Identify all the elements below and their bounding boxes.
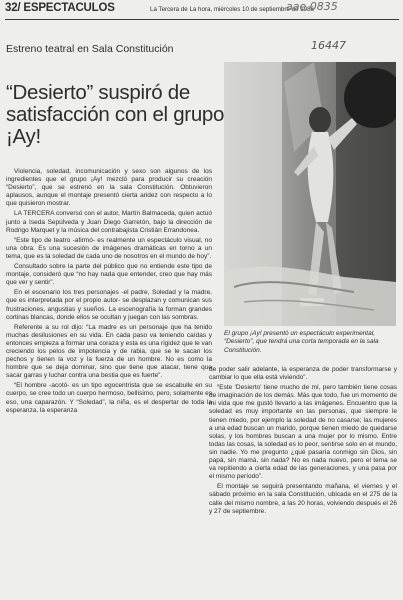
- paragraph: El montaje se seguirá presentando mañana, el viernes y el sábado próximo en la sala Constitución, ubicada en el 275 de la calle del mismo nombre, a las 20 horas, volviendo después el 26 y 27 de septiembre.: [209, 483, 397, 515]
- handwritten-code: aae 0835: [286, 0, 338, 13]
- photo-caption: El grupo ¡Ay! presentó un espectáculo experimental, “Desierto”, que tendrá una corta temporada en la sala Constitución.: [224, 330, 379, 354]
- paragraph: LA TERCERA conversó con el autor, Martín Balmaceda, quien actuó junto a Iseda Sepúlveda y Juan Diego Garretón, bajo la dirección de Rodrigo Marquet y la música del contrabajista Cristián Errandonea.: [6, 210, 212, 234]
- article-column-1: [6, 168, 212, 598]
- handwritten-number: 16447: [311, 39, 346, 52]
- kicker: Estreno teatral en Sala Constitución: [6, 43, 174, 55]
- performance-photo-illustration: [224, 62, 396, 326]
- article-column-2: [209, 366, 397, 598]
- performance-photo: [224, 62, 396, 326]
- headline: “Desierto” suspiró de satisfacción con el grupo ¡Ay!: [6, 81, 225, 148]
- paragraph: “Este tipo de teatro -afirmó- es realmente un espectáculo visual, no una obra. Es una sucesión de imágenes dramáticas en torno a un tema, que es la soledad de cada uno de nosotros en el mundo de hoy”.: [6, 236, 212, 260]
- paragraph: “Este ‘Desierto’ tiene mucho de mí, pero también tiene cosas de imaginación de los demás. Más que todo, fue un momento de mi vida que me gustó llevarlo a las imágenes. Encuentro que la soledad es muy importante en las personas, que siempre le tienen miedo, por ejemplo la soledad de no casarse; las mujeres a una edad buscan un marido, porque tienen miedo de quedarse solas, y los hombres buscan a una mujer por lo mismo. Entre todas las cosas, la soledad es lo peor, sentirse solo en el mundo, sin nadie. Yo me pregunto ¿qué pasaría conmigo sin Dios, sin papá, sin mamá, sin nada? No es nada nuevo, pero el tema se va repitiendo a cierta edad de las generaciones, y una pasa por el mismo período”.: [209, 384, 397, 481]
- paragraph: Referente a su rol dijo: “La madre es un personaje que ha tenido muchas desilusiones en su vida. En cada paso va teniendo caídas y entonces empieza a formar una coraza y esta es una rigidez que le van creciendo los pelos de impotencia y de rabia, que se le sacan los pechos y tienen la voz y la fuerza de un hombre. No es como la hombre que se deja dominar, sino que tiene que atacar, tiene que sacar garras y luchar contra una bestia que es fuerte”.: [6, 323, 212, 380]
- paragraph: “El hombre -acotó- es un tipo egocentrista que se escabulle en su cuerpo, se cree todo un cuerpo hermoso, bellísimo, pero, solamente es eso, una caparazón. Y “Soledad”, la niña, es el despertar de toda la esperanza, la esperanza: [6, 382, 212, 414]
- paragraph: de poder salir adelante, la esperanza de poder transformarse y cambiar lo que ella está viviendo”.: [209, 366, 397, 382]
- paragraph: Violencia, soledad, incomunicación y sexo son algunos de los ingredientes que el grupo ¡Ay! mezcló para producir su creación “Desierto”, que se estrenó en la sala Constitución. Obtuvieron aplausos, aunque el montaje presentó cierta aridez con respecto a lo que quisieron mostrar.: [6, 168, 212, 208]
- dateline: La Tercera de La hora, miércoles 10 de septiembre de 1986: [150, 6, 314, 13]
- paragraph: En el escenario los tres personajes -el padre, Soledad y la madre, que es interpretada por el propio autor- se desplazan y comunican sus frustraciones, angustias y sueños. La escenografía la forman grandes cortinas blancas, donde ellos se ocultan y juegan con las sombras.: [6, 289, 212, 321]
- paragraph: Consultado sobre la parte del público que no entiende este tipo de montaje, consideró que “no hay nada que entender, creo que hay más que ver y sentir”.: [6, 263, 212, 287]
- section-title: 32/ ESPECTACULOS: [5, 2, 115, 14]
- page-header: [5, 2, 399, 20]
